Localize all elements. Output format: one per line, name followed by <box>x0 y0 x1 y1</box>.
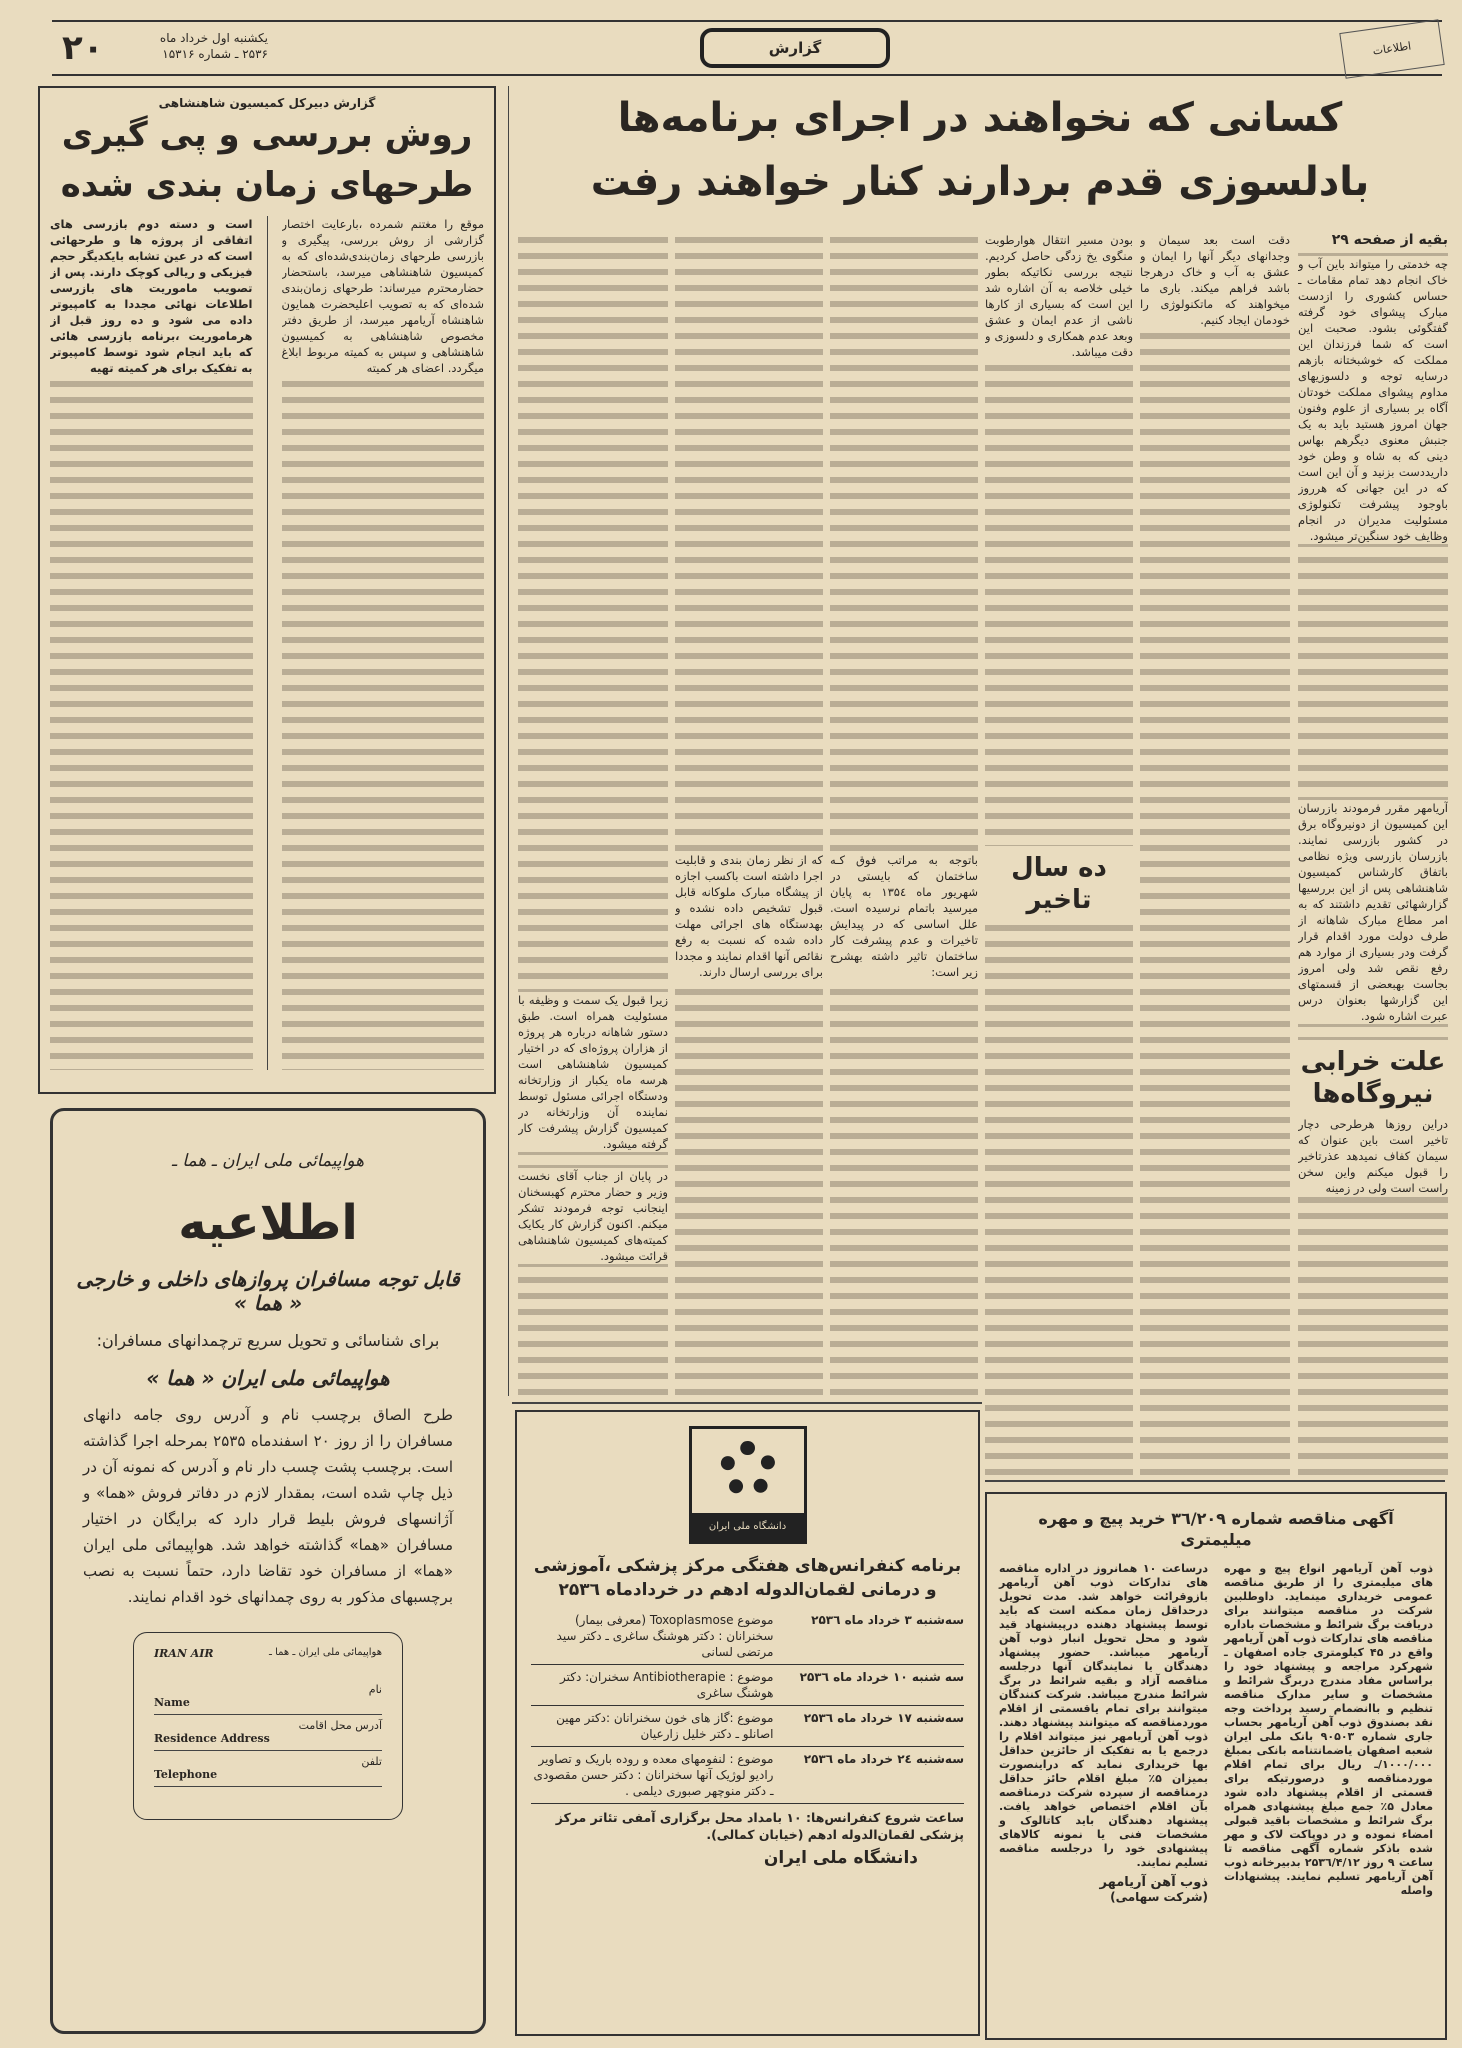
tender-text-right: ذوب آهن آریامهر انواع پیچ و مهره های میلیمتری را از طریق مناقصه عمومی خریداری مینماید. داوطلبین شرکت در مناقصه میتوانند برای دریافت برگ شرائط و مشخصات باداره مناقصه های تدارکات ذوب آهن آریامهر واقع در ۴۵ کیلومتری جاده اصفهان ـ شهرکرد مراجعه و پیشنهاد خود را براساس مفاد مندرج دربرگ شرائط و مشخصات و سایر مدارک مناقصه تنظیم و باانضمام رسید پرداخت وجه نقد بصندوق ذوب آهن آریامهر بحساب جاری شماره ۹۰۵۰۳ بانک ملی ایران شعبه اصفهان یاضمانتنامه بانکی بمبلغ ۱۰۰۰/۰۰۰/ـ ریال برای تمام اقلام موردمناقصه و درصورتیکه برای قسمتی از اقلام پیشنهاد داده شود معادل ۵٪ جمع مبلغ پیشنهادی همراه برگ شرائط و مشخصات باقید قبولی امضاء نموده و در دوپاکت لاک و مهر شده باذکر شماره آگهی مناقصه تا ساعت ۹ روز ۲۵۳٦/۴/۱۲ بدبیرخانه ذوب آهن آریامهر تسلیم نمایند. پیشنهادات واصله <box>1224 1562 1434 1897</box>
article-column-6 <box>518 232 668 1402</box>
address-field <box>154 1719 382 1751</box>
title-line-1: روش بررسی و پی گیری <box>61 115 473 155</box>
ad-title: اطلاعیه <box>178 1195 358 1251</box>
flower-emblem-icon <box>720 1441 776 1497</box>
schedule-row <box>531 1608 964 1665</box>
tender-title: آگهی مناقصه شماره ۳٦/۲۰۹ خرید پیچ و مهره میلیمتری <box>1038 1509 1394 1549</box>
article-text: در پایان از جناب آقای نخست وزیر و حضار محترم کهبسخنان اینجانب توجه فرمودند تشکر میکنم. اکنون گزارش کار یکایک کمیته‌های کمیسیون شاهنشاهی قرائت میشود. <box>518 1169 668 1263</box>
schedule-date: سه شنبه ۱۰ خرداد ماه ۲۵۳٦ <box>799 1670 964 1684</box>
article-text: بودن مسیر انتقال هوارطوبت منگوی یخ زدگی حاصل کردیم. نتیجه بررسی نکاتیکه بطور خیلی خلاصه به آن اشاره شد این است که بسیاری از کارها ناشی از عدم ایمان و عشق وبعد عدم همکاری و دلسوزی و دقت میباشد. <box>985 233 1133 359</box>
name-field <box>154 1683 382 1715</box>
schedule-topic: موضوع Toxoplasmose (معرفی بیمار) سخنرانان : دکتر هوشنگ ساغری ـ دکتر سید مرتضی لسانی <box>556 1613 774 1659</box>
report-text: موقع را مغتنم شمرده ،بارعایت اختصار گزارشی از روش بررسی، پیگیری و بازرسی طرحهای زمان‌بندی‌شده‌ای که به کمیسیون شاهنشاهی میرسد، باستحضار حضارمحترم میرساند: طرحهای زمان‌بندی شده‌ای که به تصویب اعلیحضرت همایون شاهنشاه آریامهر میرسد، از طریق دفتر مخصوص شاهنشاهی به کمیسیون شاهنشاهی و سپس به کمیته مربوط ابلاغ میگردد. اعضای هر کمیته <box>281 217 484 375</box>
commission-report <box>38 86 496 1094</box>
schedule-topic: موضوع : لنفومهای معده و روده باریک و تصاویر رادیو لوژیک آنها سخنرانان : دکتر حسن مقصودی ـ دکتر منوچهر صبوری دیلمی . <box>533 1752 774 1798</box>
homa-logo: هواپیمائی ملی ایران ـ هما ـ <box>171 1151 365 1171</box>
homa-logo: هواپیمائی ملی ایران ـ هما ـ <box>268 1647 382 1658</box>
report-column-right <box>282 216 485 1070</box>
schedule-row <box>531 1665 964 1706</box>
luggage-tag-sample <box>133 1632 403 1820</box>
divider <box>985 1480 1445 1482</box>
tender-signature: ذوب آهن آریامهر <box>1099 1875 1208 1890</box>
report-column-left <box>50 216 253 1070</box>
article-text: باتوجه به مراتب فوق کـه ساختمان که بایستی در شهریور ماه ۱۳۵٤ به پایان میرسید باتمام نرسیده است. علل اساسی که در پیدایش تاخیرات و عدم پیشرفت کار ساختمان تاثیر داشته بهشرح زیر است: <box>830 853 978 979</box>
name-label-fa: نام <box>368 1683 382 1696</box>
article-text: زیرا قبول یک سمت و وظیفه با مسئولیت همراه است. طبق دستور شاهانه درباره هر پروژه از هزاران پروژه‌ای که در اختیار کمیسیون شاهنشاهی است هرسه ماه یکبار از وزارتخانه ودستگاه اجرائی مسئول توسط نماینده آن وزارتخانه در کمیسیون گزارش پیشرفت کار گرفته میشود. <box>518 993 668 1151</box>
date-line <box>118 30 268 62</box>
phone-field <box>154 1755 382 1787</box>
column-divider <box>508 86 509 1396</box>
report-text: است و دسته دوم بازرسی های اتفاقی از پروژه ها و طرحهائی است که در عین تشابه بایکدیگر حجم فیزیکی و ریالی کوچک دارند. پس از تصویب ماموریت های بازرسی اطلاعات نهائی مجددا به کامپیوتر داده می شود و ده روز قبل از هرماموریت ،برنامه بازرسی هائی که باید انجام شود توسط کامپیوتر به تفکیک برای هر کمیته تهیه <box>50 217 253 375</box>
article-column-1 <box>1298 232 1448 1477</box>
subheading: ده سال تاخیر <box>985 846 1133 922</box>
report-title <box>40 110 494 210</box>
tender-text-left-wrap <box>999 1562 1208 1904</box>
article-column-2 <box>1140 232 1290 1477</box>
article-text: دقت است بعد سیمان و وجدانهای دیگر آنها را ایمان و عشق به آب و خاک درهرجا باشد فراهم میکند. باری ما میخواهند که ماتکنولوژی را خودمان ایجاد کنیم. <box>1140 233 1290 327</box>
ad-brand: هواپیمائی ملی ایران « هما » <box>146 1366 390 1390</box>
conference-schedule <box>531 1608 964 1804</box>
tender-company-type: (شرکت سهامی) <box>1110 1890 1208 1904</box>
address-label-fa: آدرس محل اقامت <box>298 1719 382 1732</box>
article-column-4 <box>830 232 978 1402</box>
emblem-text: دانشگاه ملی ایران <box>692 1513 804 1541</box>
issue-number: ۲۵۳۶ ـ شماره ۱۵۳۱۶ <box>162 47 268 61</box>
masthead-logo: اطلاعات <box>1339 19 1444 78</box>
schedule-row <box>531 1747 964 1804</box>
ad-subtitle: قابل توجه مسافران پروازهای داخلی و خارجی « هما » <box>76 1267 460 1315</box>
iran-air-logo: IRAN AIR <box>154 1647 214 1660</box>
section-label: گزارش <box>700 28 890 68</box>
main-headline <box>520 86 1440 214</box>
conference-footer: ساعت شروع کنفرانس‌ها: ۱۰ بامداد محل برگزاری آمفی تئاتر مرکز پزشکی لقمان‌الدوله ادهم (خیابان کمالی). <box>555 1810 964 1842</box>
subheading: علت خرابی نیروگاه‌ها <box>1298 1040 1448 1116</box>
university-emblem-icon <box>689 1426 807 1544</box>
continued-label: بقیه از صفحه ۲۹ <box>1298 232 1448 248</box>
page-number: ۲۰ <box>62 28 104 68</box>
conference-title: برنامه کنفرانس‌های هفتگی مرکز پزشکی ،آموزشی و درمانی لقمان‌الدوله ادهم در خردادماه ۲۵۳٦ <box>533 1556 962 1600</box>
article-column-3 <box>985 232 1133 1477</box>
schedule-row <box>531 1706 964 1747</box>
university-conference-ad <box>515 1410 980 2036</box>
schedule-date: سه‌شنبه ۲٤ خرداد ماه ۲۵۳٦ <box>803 1752 964 1766</box>
article-column-5 <box>675 232 823 1402</box>
schedule-topic: موضوع :گاز های خون سخنرانان :دکتر مهین اصانلو ـ دکتر خلیل زارعیان <box>556 1711 774 1741</box>
article-text: آریامهر مقرر فرمودند بازرسان این کمیسیون از دونیروگاه برق در کشور بازرسی نمایند. بازرسان بازرسی ویژه نظامی باتفاق کارشناس کمیسیون شاهنشاهی پس از این بررسیها گزارشهائی تقدیم داشتند که به امر مطاع مبارک شاهانه از طرف دولت مورد اقدام قرار گرفت ودر بسیاری از موارد هم رفع نقص شد ولی امروز بجاست بهبعضی از قسمتهای این گزارشها بعنوان درس عبرت اشاره شود. <box>1298 801 1448 1023</box>
name-label-en: Name <box>154 1696 190 1709</box>
phone-label-en: Telephone <box>154 1768 218 1781</box>
headline-line-1: کسانی که نخواهند در اجرای برنامه‌ها <box>617 95 1343 141</box>
university-signature: دانشگاه ملی ایران <box>763 1848 918 1868</box>
kicker: گزارش دبیرکل کمیسیون شاهنشاهی <box>158 96 376 110</box>
phone-label-fa: تلفن <box>361 1755 382 1768</box>
article-text: دراین روزها هرطرحی دچار تاخیر است باین عنوان که سیمان کفاف نمیدهد عذرتاخیر را قبول میکنم واین سخن راست است ولی در زمینه <box>1298 1117 1448 1195</box>
article-text: که از نظر زمان بندی و قابلیت اجرا داشته است باکسب اجازه از پیشگاه مبارک ملوکانه قابل قبول تشخیص داده نشده و بهدستگاه های اجرائی مهلت داده شده که نسبت به رفع نقائص آنها اقدام نمایند و مجددا برای بررسی ارسال دارند. <box>675 853 823 979</box>
address-label-en: Residence Address <box>154 1732 270 1745</box>
tender-text-left: درساعت ۱۰ همانروز در اداره مناقصه های تدارکات ذوب آهن آریامهر بازوقرائت خواهد شد. مدت تحویل درحداقل زمان ممکنه است که باید توسط پیشنهاد دهنده درپیشنهاد قید شود و محل تحویل انبار ذوب آهن آریامهر میباشد. حضور پیشنهاد دهندگان یا نمایندگان آنها درجلسه مناقصه آزاد و بقیه شرائط در برگ شرائط مندرج میباشد. شرکت کنندگان میتوانند برای تمام یاقسمتی از اقلام موردمناقصه که میتوانند پیشنهاد دهند. ذوب آهن آریامهر نیز میتواند اقلام را درجمع یا به تفکیک از حائزین حداقل بها خریداری نماید که دراینصورت بمیزان ۵٪ مبلغ اقلام حائز حداقل درمناقصه از سپرده شرکت درمناقصه بآن اقلام اختصاص خواهد یافت. پیشنهاد دهندگان باید کاتالوک و مشخصات فنی یا نمونه کالاهای پیشنهادی خود را درجلسه مناقصه تسلیم نمایند. <box>999 1562 1208 1869</box>
tender-advertisement <box>985 1492 1447 2040</box>
ad-body: طرح الصاق برچسب نام و آدرس روی جامه دانهای مسافران را از روز ۲۰ اسفندماه ۲۵۳۵ بمرحله اجرا گذاشته است. برچسب پشت چسب دار نام و آدرس که نمونه آن در ذیل چاپ شده است، بمقدار لازم در دفاتر فروش «هما» و آژانسهای فروش بلیط قرار دارد که برایگان در اختیار مسافران «هما» گذاشته خواهد شد. هواپیمائی ملی ایران «هما» از مسافران خود تقاضا دارد، حتماً نسبت به نصب برچسبهای مذکور به روی چمدانهای خود اقدام نمایند. <box>83 1406 453 1606</box>
article-text: چه خدمتی را میتواند باین آب و خاک انجام دهد تمام مقامات ـ حساس کشوری را ازدست مبارک پیشوای خود گرفته گفتگوئی بشود. صحبت این است که شما فرزندان این مملکت که خوشبختانه بازهم درسایه توجه و دلسوزیهای مداوم پیشوای مملکت خودتان آگاه بر بسیاری از علوم وفنون جهان امروز هستید باید به یک جنبش معنوی دیگرهم بهاس دینی که به شاه و وطن خود داریددست بزنید و آن این است که در این جهانی که هرروز باوجود پیشرفت تکنولوژی مسئولیت مدیران در انجام وظایف خود سنگین‌تر میشود. <box>1298 257 1448 543</box>
title-line-2: طرحهای زمان بندی شده <box>60 165 474 205</box>
column-divider <box>267 216 268 1070</box>
date: یکشنبه اول خرداد ماه <box>159 31 268 45</box>
headline-line-2: بادلسوزی قدم بردارند کنار خواهند رفت <box>590 159 1370 205</box>
schedule-date: سه‌شنبه ۱۷ خرداد ماه ۲۵۳٦ <box>803 1711 964 1725</box>
schedule-topic: موضوع : Antibiotherapie سخنران: دکتر هوشنگ ساغری <box>559 1670 774 1700</box>
ad-line: برای شناسائی و تحویل سریع ترچمدانهای مسافران: <box>96 1331 440 1350</box>
schedule-date: سه‌شنبه ۳ خرداد ماه ۲۵۳٦ <box>811 1613 964 1627</box>
iran-air-advertisement <box>50 1108 486 2034</box>
divider <box>512 1402 982 1404</box>
